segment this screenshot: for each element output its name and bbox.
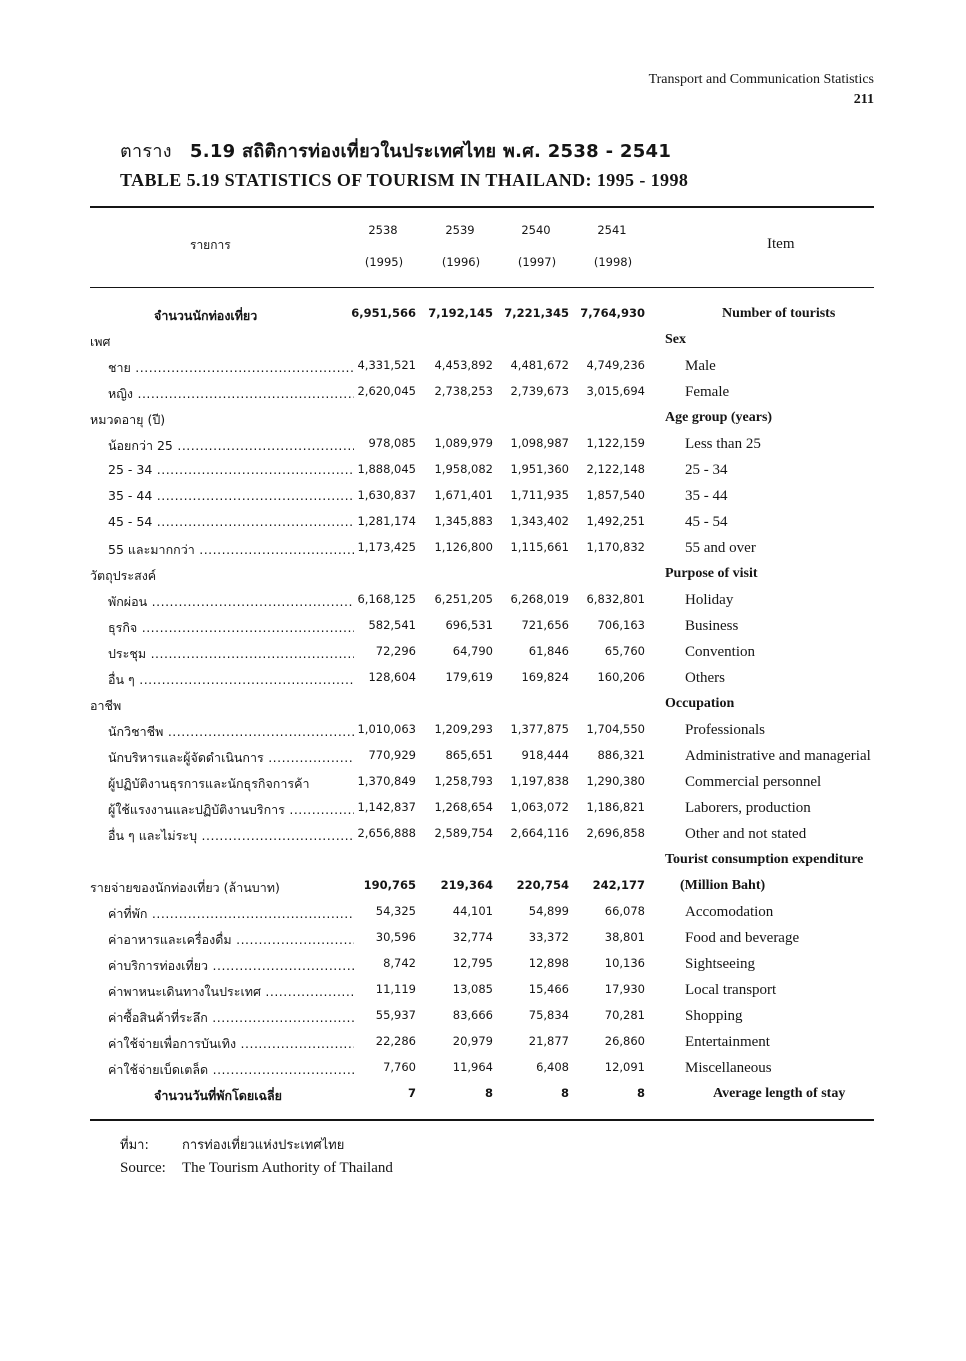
cell-value: 1,290,380 xyxy=(586,774,645,788)
header-item-thai: รายการ xyxy=(190,238,231,252)
cell-value: 696,531 xyxy=(445,618,493,632)
cell-value: 4,481,672 xyxy=(510,358,569,372)
cell-value: 1,370,849 xyxy=(357,774,416,788)
table-row xyxy=(90,566,890,592)
table-row xyxy=(90,332,890,358)
table-row xyxy=(90,644,890,670)
cell-value: 22,286 xyxy=(375,1034,416,1048)
cell-value: 1,122,159 xyxy=(586,436,645,450)
row-label-thai: วัตถุประสงค์ xyxy=(90,568,157,583)
cell-value: 70,281 xyxy=(604,1008,645,1022)
cell-value: 8 xyxy=(560,1086,569,1100)
cell-value: 4,331,521 xyxy=(357,358,416,372)
row-label-thai: รายจ่ายของนักท่องเที่ยว (ล้านบาท) xyxy=(90,880,280,895)
table-row xyxy=(90,670,890,696)
cell-value: 75,834 xyxy=(528,1008,569,1022)
row-label-thai: 35 - 44 ..... xyxy=(108,488,354,503)
cell-value: 1,281,174 xyxy=(357,514,416,528)
table-row xyxy=(90,748,890,774)
header-year-ce: (1997) xyxy=(517,255,557,269)
table-row xyxy=(90,800,890,826)
row-label-english: 35 - 44 xyxy=(685,488,728,504)
row-label-english: Administrative and managerial xyxy=(685,748,871,764)
cell-value: 128,604 xyxy=(368,670,416,684)
cell-value: 1,343,402 xyxy=(510,514,569,528)
row-label-english: Holiday xyxy=(685,592,734,608)
cell-value: 706,163 xyxy=(597,618,645,632)
cell-value: 8,742 xyxy=(383,956,416,970)
table-bottom-rule xyxy=(90,1119,874,1121)
header-item-english: Item xyxy=(767,236,795,252)
row-label-english: (Million Baht) xyxy=(680,878,766,893)
table-title-thai-text: 5.19 สถิติการท่องเที่ยวในประเทศไทย พ.ศ. 2538 - 2541 xyxy=(189,141,672,162)
cell-value: 918,444 xyxy=(521,748,569,762)
row-label-thai: หมวดอายุ (ปี) xyxy=(90,412,166,427)
cell-value: 1,958,082 xyxy=(434,462,493,476)
cell-value: 7,192,145 xyxy=(428,306,493,320)
row-label-thai: อื่น ๆ ..... xyxy=(108,670,354,690)
cell-value: 1,492,251 xyxy=(586,514,645,528)
running-head xyxy=(649,70,874,110)
row-label-thai: 55 และมากกว่า ..... xyxy=(108,540,354,560)
cell-value: 72,296 xyxy=(375,644,416,658)
cell-value: 1,186,821 xyxy=(586,800,645,814)
table-row xyxy=(90,956,890,982)
table-row xyxy=(90,722,890,748)
cell-value: 160,206 xyxy=(597,670,645,684)
cell-value: 1,951,360 xyxy=(510,462,569,476)
table-row xyxy=(90,462,890,488)
table-row xyxy=(90,1060,890,1086)
cell-value: 6,168,125 xyxy=(357,592,416,606)
cell-value: 12,091 xyxy=(604,1060,645,1074)
cell-value: 11,119 xyxy=(375,982,416,996)
row-label-thai: ชาย ..... xyxy=(108,358,354,378)
cell-value: 721,656 xyxy=(521,618,569,632)
cell-value: 2,739,673 xyxy=(510,384,569,398)
row-label-english: Business xyxy=(685,618,739,634)
row-label-thai: ค่าอาหารและเครื่องดื่ม ..... xyxy=(108,930,354,950)
source-thai xyxy=(120,1134,344,1155)
header-year-ce: (1998) xyxy=(593,255,633,269)
row-label-english: Other and not stated xyxy=(685,826,807,842)
cell-value: 7,760 xyxy=(383,1060,416,1074)
row-label-thai: น้อยกว่า 25 ..... xyxy=(108,436,354,456)
row-label-thai: อื่น ๆ และไม่ระบุ ..... xyxy=(108,826,354,846)
cell-value: 1,089,979 xyxy=(434,436,493,450)
cell-value: 61,846 xyxy=(528,644,569,658)
cell-value: 1,170,832 xyxy=(586,540,645,554)
table-row xyxy=(90,696,890,722)
table-row xyxy=(90,774,890,800)
header-year-ce: (1996) xyxy=(441,255,481,269)
row-label-english: Miscellaneous xyxy=(685,1060,772,1076)
cell-value: 1,126,800 xyxy=(434,540,493,554)
cell-value: 12,898 xyxy=(528,956,569,970)
table-row xyxy=(90,1008,890,1034)
table-title-thai xyxy=(120,136,671,165)
cell-value: 2,122,148 xyxy=(586,462,645,476)
cell-value: 1,345,883 xyxy=(434,514,493,528)
cell-value: 1,098,987 xyxy=(510,436,569,450)
cell-value: 21,877 xyxy=(528,1034,569,1048)
cell-value: 6,408 xyxy=(536,1060,569,1074)
cell-value: 7,221,345 xyxy=(504,306,569,320)
row-label-english: Tourist consumption expenditure xyxy=(665,852,864,867)
row-label-thai: ผู้ใช้แรงงานและปฏิบัติงานบริการ ..... xyxy=(108,800,354,820)
cell-value: 1,115,661 xyxy=(510,540,569,554)
running-head-title: Transport and Communication Statistics xyxy=(648,72,874,87)
cell-value: 1,630,837 xyxy=(357,488,416,502)
row-label-thai: ค่าบริการท่องเที่ยว ..... xyxy=(108,956,354,976)
row-label-thai: ธุรกิจ ..... xyxy=(108,618,354,638)
row-label-english: Less than 25 xyxy=(685,436,761,452)
cell-value: 220,754 xyxy=(516,878,569,892)
table-row xyxy=(90,852,890,878)
cell-value: 55,937 xyxy=(375,1008,416,1022)
cell-value: 8 xyxy=(636,1086,645,1100)
row-label-thai: อาชีพ xyxy=(90,698,122,713)
row-label-english: Sex xyxy=(665,332,686,347)
cell-value: 1,258,793 xyxy=(434,774,493,788)
table-row xyxy=(90,1034,890,1060)
source-english-label: Source: xyxy=(120,1160,166,1176)
cell-value: 13,085 xyxy=(452,982,493,996)
cell-value: 44,101 xyxy=(452,904,493,918)
header-year-be: 2541 xyxy=(597,223,627,237)
table-row xyxy=(90,358,890,384)
cell-value: 865,651 xyxy=(445,748,493,762)
cell-value: 7,764,930 xyxy=(580,306,645,320)
cell-value: 1,063,072 xyxy=(510,800,569,814)
source-thai-label: ที่มา: xyxy=(120,1138,149,1153)
table-header-rule xyxy=(90,287,874,288)
table-title-english: TABLE 5.19 STATISTICS OF TOURISM IN THAILAND: 1995 - 1998 xyxy=(120,170,689,190)
cell-value: 1,888,045 xyxy=(357,462,416,476)
header-year-ce: (1995) xyxy=(364,255,404,269)
cell-value: 1,671,401 xyxy=(434,488,493,502)
cell-value: 66,078 xyxy=(604,904,645,918)
row-label-english: Entertainment xyxy=(685,1034,770,1050)
cell-value: 190,765 xyxy=(363,878,416,892)
cell-value: 64,790 xyxy=(452,644,493,658)
row-label-english: 55 and over xyxy=(685,540,756,556)
row-label-english: Laborers, production xyxy=(685,800,811,816)
row-label-thai: จำนวนนักท่องเที่ยว xyxy=(154,308,258,323)
cell-value: 12,795 xyxy=(452,956,493,970)
row-label-english: Convention xyxy=(685,644,755,660)
row-label-thai: หญิง ..... xyxy=(108,384,354,404)
table-row xyxy=(90,982,890,1008)
cell-value: 582,541 xyxy=(368,618,416,632)
row-label-english: Shopping xyxy=(685,1008,743,1024)
row-label-english: 45 - 54 xyxy=(685,514,728,530)
row-label-thai: 25 - 34 ..... xyxy=(108,462,354,477)
cell-value: 20,979 xyxy=(452,1034,493,1048)
row-label-english: Professionals xyxy=(685,722,765,738)
row-label-thai: นักบริหารและผู้จัดดำเนินการ ..... xyxy=(108,748,354,768)
cell-value: 1,209,293 xyxy=(434,722,493,736)
table-title-thai-lead: ตาราง xyxy=(120,141,172,162)
cell-value: 2,589,754 xyxy=(434,826,493,840)
source-english-text: The Tourism Authority of Thailand xyxy=(182,1160,393,1176)
cell-value: 38,801 xyxy=(604,930,645,944)
table-top-rule xyxy=(90,206,874,208)
row-label-english: Purpose of visit xyxy=(665,566,758,581)
cell-value: 2,620,045 xyxy=(357,384,416,398)
row-label-english: Male xyxy=(685,358,716,374)
cell-value: 219,364 xyxy=(440,878,493,892)
table-row xyxy=(90,930,890,956)
row-label-thai: เพศ xyxy=(90,334,111,349)
row-label-thai: ค่าที่พัก ..... xyxy=(108,904,354,924)
row-label-english: Commercial personnel xyxy=(685,774,822,790)
cell-value: 169,824 xyxy=(521,670,569,684)
row-label-english: Sightseeing xyxy=(685,956,755,972)
cell-value: 6,832,801 xyxy=(586,592,645,606)
cell-value: 1,197,838 xyxy=(510,774,569,788)
page-number: 211 xyxy=(853,92,874,107)
row-label-thai: นักวิชาชีพ ..... xyxy=(108,722,354,742)
row-label-thai: ค่าใช้จ่ายเพื่อการบันเทิง ..... xyxy=(108,1034,354,1054)
row-label-thai: ประชุม ..... xyxy=(108,644,354,664)
table-row xyxy=(90,826,890,852)
cell-value: 1,173,425 xyxy=(357,540,416,554)
cell-value: 33,372 xyxy=(528,930,569,944)
table-row xyxy=(90,488,890,514)
row-label-thai: พักผ่อน ..... xyxy=(108,592,354,612)
cell-value: 3,015,694 xyxy=(586,384,645,398)
row-label-english: Average length of stay xyxy=(713,1086,846,1101)
row-label-english: Others xyxy=(685,670,725,686)
cell-value: 179,619 xyxy=(445,670,493,684)
cell-value: 32,774 xyxy=(452,930,493,944)
header-year-be: 2539 xyxy=(445,223,475,237)
cell-value: 2,656,888 xyxy=(357,826,416,840)
cell-value: 15,466 xyxy=(528,982,569,996)
cell-value: 2,664,116 xyxy=(510,826,569,840)
row-label-thai: ค่าซื้อสินค้าที่ระลึก ..... xyxy=(108,1008,354,1028)
row-label-thai: จำนวนวันที่พักโดยเฉลี่ย xyxy=(154,1088,282,1103)
cell-value: 1,704,550 xyxy=(586,722,645,736)
table-row xyxy=(90,592,890,618)
row-label-english: Local transport xyxy=(685,982,777,998)
row-label-english: 25 - 34 xyxy=(685,462,728,478)
source-english xyxy=(120,1160,393,1177)
table-row xyxy=(90,384,890,410)
row-label-english: Accomodation xyxy=(685,904,774,920)
table-row xyxy=(90,618,890,644)
cell-value: 10,136 xyxy=(604,956,645,970)
row-label-english: Occupation xyxy=(665,696,735,711)
table-row xyxy=(90,540,890,566)
cell-value: 770,929 xyxy=(368,748,416,762)
cell-value: 30,596 xyxy=(375,930,416,944)
table-row xyxy=(90,904,890,930)
cell-value: 2,696,858 xyxy=(586,826,645,840)
row-label-english: Number of tourists xyxy=(722,306,836,321)
cell-value: 17,930 xyxy=(604,982,645,996)
cell-value: 54,899 xyxy=(528,904,569,918)
cell-value: 1,268,654 xyxy=(434,800,493,814)
cell-value: 6,251,205 xyxy=(434,592,493,606)
table-row xyxy=(90,878,890,904)
table-row xyxy=(90,436,890,462)
cell-value: 4,749,236 xyxy=(586,358,645,372)
cell-value: 1,142,837 xyxy=(357,800,416,814)
cell-value: 83,666 xyxy=(452,1008,493,1022)
cell-value: 1,377,875 xyxy=(510,722,569,736)
cell-value: 1,711,935 xyxy=(510,488,569,502)
cell-value: 886,321 xyxy=(597,748,645,762)
row-label-thai: ค่าพาหนะเดินทางในประเทศ ..... xyxy=(108,982,354,1002)
header-year-be: 2540 xyxy=(521,223,551,237)
row-label-english: Female xyxy=(685,384,730,400)
cell-value: 54,325 xyxy=(375,904,416,918)
source-thai-text: การท่องเที่ยวแห่งประเทศไทย xyxy=(182,1138,345,1153)
row-label-thai: ผู้ปฏิบัติงานธุรการและนักธุรกิจการค้า xyxy=(108,776,310,791)
table-row xyxy=(90,410,890,436)
cell-value: 242,177 xyxy=(592,878,645,892)
header-year-be: 2538 xyxy=(368,223,398,237)
cell-value: 6,951,566 xyxy=(351,306,416,320)
cell-value: 1,857,540 xyxy=(586,488,645,502)
cell-value: 26,860 xyxy=(604,1034,645,1048)
cell-value: 1,010,063 xyxy=(357,722,416,736)
row-label-english: Age group (years) xyxy=(665,410,773,425)
row-label-english: Food and beverage xyxy=(685,930,800,946)
cell-value: 8 xyxy=(484,1086,493,1100)
cell-value: 11,964 xyxy=(452,1060,493,1074)
table-row xyxy=(90,306,890,332)
table-row xyxy=(90,514,890,540)
cell-value: 978,085 xyxy=(368,436,416,450)
cell-value: 4,453,892 xyxy=(434,358,493,372)
row-label-thai: 45 - 54 ..... xyxy=(108,514,354,529)
row-label-thai: ค่าใช้จ่ายเบ็ดเตล็ด ..... xyxy=(108,1060,354,1080)
table-row xyxy=(90,1086,890,1112)
cell-value: 65,760 xyxy=(604,644,645,658)
cell-value: 2,738,253 xyxy=(434,384,493,398)
cell-value: 6,268,019 xyxy=(510,592,569,606)
cell-value: 7 xyxy=(407,1086,416,1100)
